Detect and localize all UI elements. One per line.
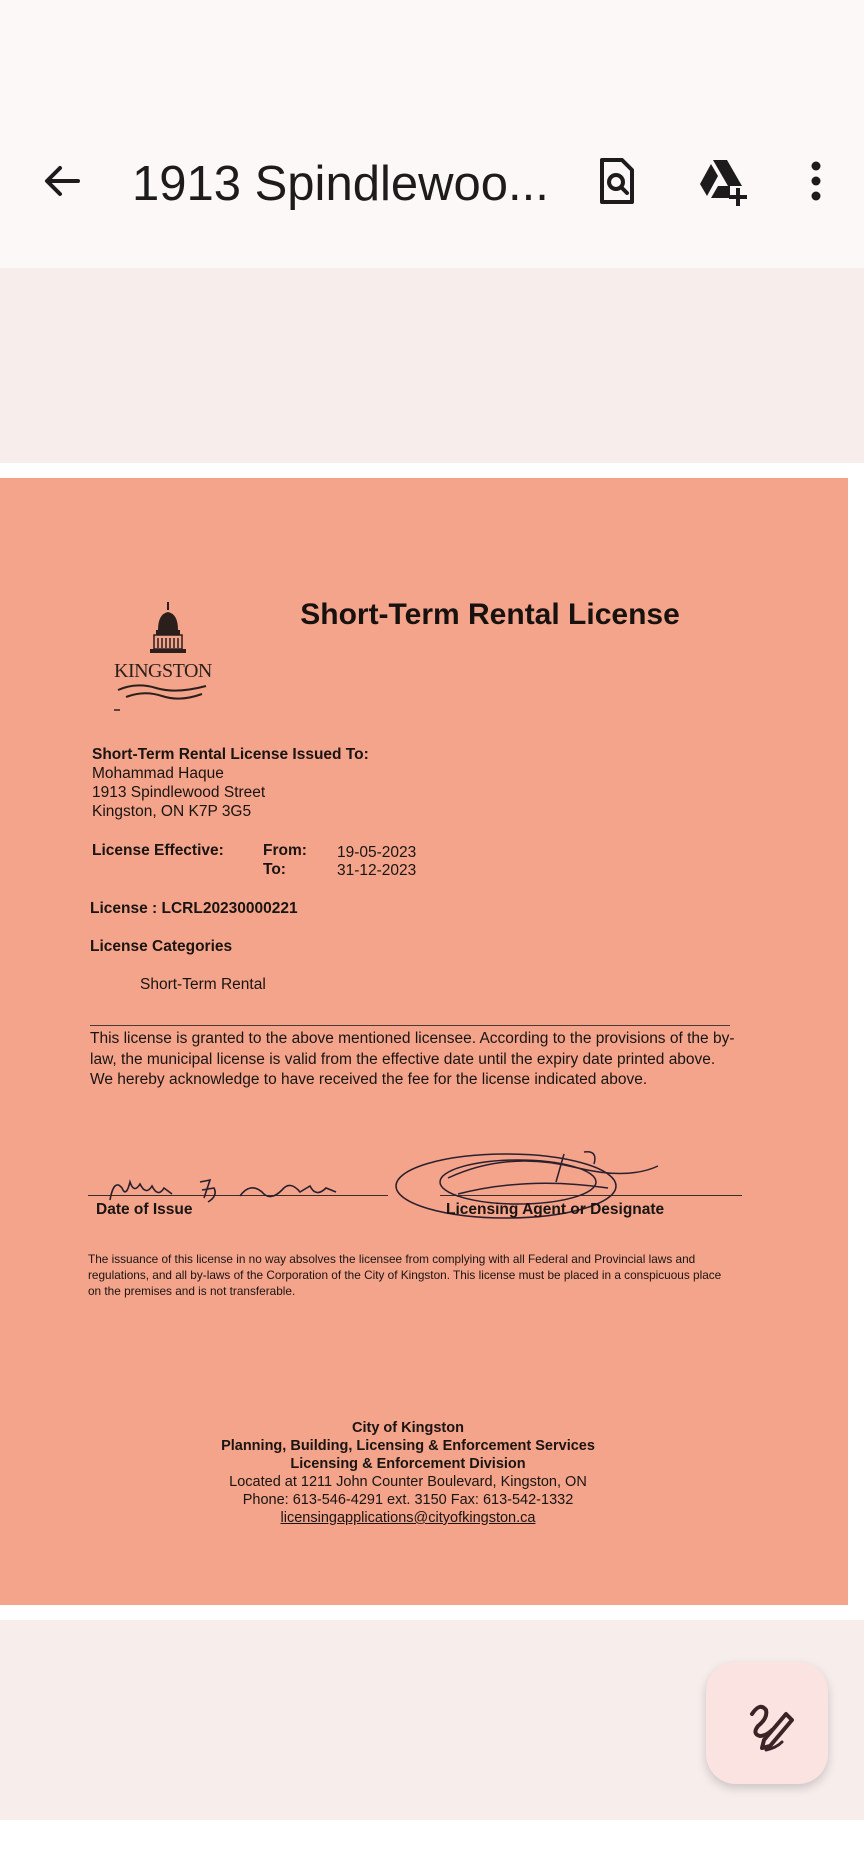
more-vert-icon: [788, 152, 846, 210]
agent-label: Licensing Agent or Designate: [446, 1201, 665, 1218]
bottom-bar: [0, 1820, 864, 1872]
footer: [148, 1419, 668, 1527]
license-number: License : LCRL20230000221: [90, 900, 298, 917]
drive-add-icon: [692, 152, 750, 210]
city-hall-dome-icon: [106, 602, 226, 712]
more-options-button[interactable]: [788, 152, 846, 210]
divider: [90, 1025, 730, 1026]
categories-label: License Categories: [90, 938, 233, 955]
kingston-logo: [106, 602, 226, 712]
document-search-icon: [588, 152, 646, 210]
effective-label: License Effective:: [92, 842, 224, 859]
fill-and-sign-button[interactable]: [706, 1662, 828, 1784]
date-of-issue-label: Date of Issue: [96, 1201, 193, 1218]
licensee-name: Mohammad Haque: [92, 765, 224, 782]
license-paragraph: This license is granted to the above mentioned licensee. According to the provisions of the by-law, the municipal license is valid from the effective date until the expiry date printed above. We hereby acknowledge to have received the fee for the license indicated above.: [90, 1030, 735, 1088]
add-to-drive-button[interactable]: [692, 152, 750, 210]
from-label: From:: [263, 842, 307, 859]
app-bar: [0, 0, 864, 268]
license-title: Short-Term Rental License: [300, 598, 680, 631]
footer-department: Planning, Building, Licensing & Enforcement Services: [221, 1438, 595, 1454]
footer-city: City of Kingston: [352, 1420, 464, 1436]
address-line1: 1913 Spindlewood Street: [92, 784, 266, 801]
footer-division: Licensing & Enforcement Division: [290, 1456, 526, 1472]
logo-text: KINGSTON: [114, 660, 212, 682]
to-label: To:: [263, 861, 286, 878]
footer-email: licensingapplications@cityofkingston.ca: [280, 1510, 536, 1526]
document-title: 1913 Spindlewoo...: [132, 157, 549, 211]
category-item: Short-Term Rental: [140, 976, 266, 993]
footer-phone: Phone: 613-546-4291 ext. 3150 Fax: 613-542-1332: [242, 1492, 574, 1508]
edit-signature-icon: [706, 1662, 828, 1784]
back-arrow-icon: [34, 152, 92, 210]
license-page: [0, 478, 848, 1605]
from-date: 19-05-2023: [337, 844, 417, 861]
address-line2: Kingston, ON K7P 3G5: [92, 803, 252, 820]
footer-location: Located at 1211 John Counter Boulevard, Kingston, ON: [229, 1474, 587, 1490]
to-date: 31-12-2023: [337, 862, 417, 879]
document-search-button[interactable]: [588, 152, 646, 210]
disclaimer-paragraph: The issuance of this license in no way absolves the licensee from complying with all Federal and Provincial laws and regulations, and all by-laws of the Corporation of the City of Kingston. This license must be placed in a conspicuous place on the premises and is not transferable.: [88, 1252, 722, 1298]
back-button[interactable]: [34, 152, 92, 210]
issued-to-label: Short-Term Rental License Issued To:: [92, 746, 369, 763]
